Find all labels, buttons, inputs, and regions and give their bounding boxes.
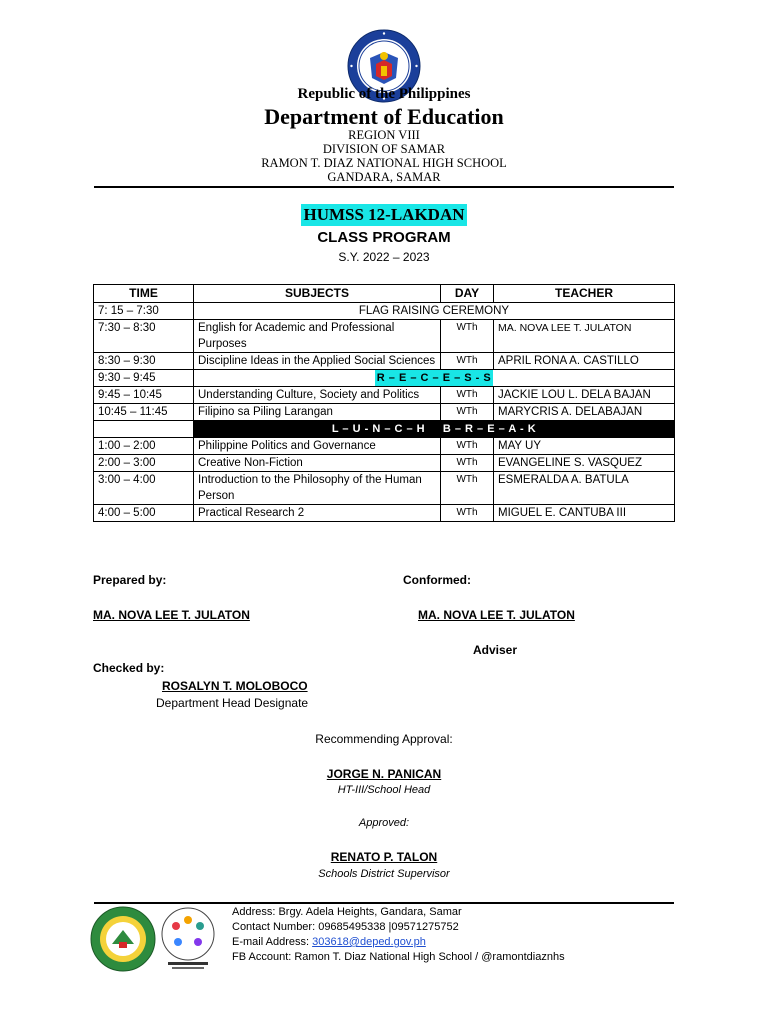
- approved-name: RENATO P. TALON: [330, 850, 438, 864]
- subject-cell: Philippine Politics and Governance: [194, 438, 441, 455]
- time-cell: 4:00 – 5:00: [94, 505, 194, 522]
- subject-cell: Introduction to the Philosophy of the Human Person: [194, 472, 441, 505]
- school-line: RAMON T. DIAZ NATIONAL HIGH SCHOOL: [261, 156, 507, 170]
- time-cell: 2:00 – 3:00: [94, 455, 194, 472]
- conformed-label: Conformed:: [403, 573, 471, 587]
- section-title: HUMSS 12-LAKDAN: [303, 205, 465, 224]
- time-cell: 7:30 – 8:30: [94, 320, 194, 353]
- table-row: [94, 505, 675, 522]
- table-row: [94, 353, 675, 370]
- prepared-by-name: MA. NOVA LEE T. JULATON: [93, 608, 250, 622]
- day-cell: WTh: [441, 455, 494, 472]
- class-schedule-table: [93, 284, 675, 522]
- time-cell: 9:30 – 9:45: [94, 370, 194, 387]
- checked-by-label: Checked by:: [93, 661, 165, 675]
- time-cell: 1:00 – 2:00: [94, 438, 194, 455]
- table-row: [94, 404, 675, 421]
- prepared-by-label: Prepared by:: [93, 573, 167, 587]
- checked-by-name: ROSALYN T. MOLOBOCO: [162, 679, 308, 693]
- footer-fb: FB Account: Ramon T. Diaz National High School / @ramontdiaznhs: [232, 951, 565, 963]
- republic-heading: Republic of the Philippines: [297, 86, 471, 102]
- subject-cell: Discipline Ideas in the Applied Social Sciences: [194, 353, 441, 370]
- day-cell: WTh: [441, 505, 494, 522]
- approved-label: Approved:: [358, 817, 410, 829]
- region-line: REGION VIII: [348, 128, 420, 142]
- subject-cell: Understanding Culture, Society and Politics: [194, 387, 441, 404]
- day-cell: WTh: [441, 353, 494, 370]
- checked-by-role: Department Head Designate: [156, 696, 309, 710]
- teacher-cell: APRIL RONA A. CASTILLO: [494, 353, 675, 370]
- footer-email-label: E-mail Address:: [232, 936, 313, 948]
- approved-role: Schools District Supervisor: [318, 868, 450, 880]
- subject-cell: English for Academic and Professional Purposes: [194, 320, 441, 353]
- recess-label: R – E – C – E – S - S: [376, 372, 492, 384]
- table-row: [94, 455, 675, 472]
- table-row: [94, 387, 675, 404]
- subject-cell: Practical Research 2: [194, 505, 441, 522]
- recommending-label: Recommending Approval:: [315, 732, 453, 746]
- header-subjects: SUBJECTS: [194, 285, 441, 303]
- division-line: DIVISION OF SAMAR: [322, 142, 446, 156]
- day-cell: WTh: [441, 404, 494, 421]
- day-cell: WTh: [441, 438, 494, 455]
- school-logo: [90, 906, 156, 972]
- program-title: CLASS PROGRAM: [317, 229, 451, 246]
- table-header-row: [94, 285, 675, 303]
- email-link[interactable]: 303618@deped.gov.ph: [312, 936, 426, 948]
- flag-ceremony-cell: FLAG RAISING CEREMONY: [194, 303, 675, 320]
- teacher-cell: MA. NOVA LEE T. JULATON: [494, 320, 675, 353]
- day-cell: WTh: [441, 320, 494, 353]
- section-title-wrap: [0, 204, 768, 226]
- races-logo: [160, 906, 216, 972]
- teacher-cell: MAY UY: [494, 438, 675, 455]
- recommending-role: HT-III/School Head: [337, 784, 431, 796]
- header-day: DAY: [441, 285, 494, 303]
- teacher-cell: MARYCRIS A. DELABAJAN: [494, 404, 675, 421]
- header-time: TIME: [94, 285, 194, 303]
- location-line: GANDARA, SAMAR: [327, 170, 441, 184]
- table-row: [94, 320, 675, 353]
- lunch-break-cell: L – U - N – C – H B – R – E – A - K: [194, 421, 675, 438]
- teacher-cell: JACKIE LOU L. DELA BAJAN: [494, 387, 675, 404]
- recess-cell: [194, 370, 675, 387]
- recommending-name: JORGE N. PANICAN: [326, 767, 442, 781]
- time-cell: 8:30 – 9:30: [94, 353, 194, 370]
- conformed-name: MA. NOVA LEE T. JULATON: [418, 608, 575, 622]
- teacher-cell: MIGUEL E. CANTUBA III: [494, 505, 675, 522]
- time-cell: [94, 421, 194, 438]
- school-year: S.Y. 2022 – 2023: [338, 250, 430, 264]
- conformed-role: Adviser: [473, 643, 518, 657]
- teacher-cell: ESMERALDA A. BATULA: [494, 472, 675, 505]
- footer-contact-number: Contact Number: 09685495338 |09571275752: [232, 921, 459, 933]
- time-cell: 9:45 – 10:45: [94, 387, 194, 404]
- header-teacher: TEACHER: [494, 285, 675, 303]
- table-row: [94, 421, 675, 438]
- table-row: [94, 303, 675, 320]
- table-row: [94, 438, 675, 455]
- subject-cell: Creative Non-Fiction: [194, 455, 441, 472]
- time-cell: 10:45 – 11:45: [94, 404, 194, 421]
- day-cell: WTh: [441, 472, 494, 505]
- footer-contact: [232, 905, 565, 965]
- teacher-cell: EVANGELINE S. VASQUEZ: [494, 455, 675, 472]
- table-row: [94, 370, 675, 387]
- subject-cell: Filipino sa Piling Larangan: [194, 404, 441, 421]
- footer-divider: [94, 902, 674, 904]
- footer-address: Address: Brgy. Adela Heights, Gandara, Samar: [232, 906, 462, 918]
- time-cell: 7: 15 – 7:30: [94, 303, 194, 320]
- footer-email-line: [232, 935, 565, 950]
- day-cell: WTh: [441, 387, 494, 404]
- department-title: Department of Education: [264, 104, 504, 129]
- header-divider: [94, 186, 674, 188]
- time-cell: 3:00 – 4:00: [94, 472, 194, 505]
- table-row: [94, 472, 675, 505]
